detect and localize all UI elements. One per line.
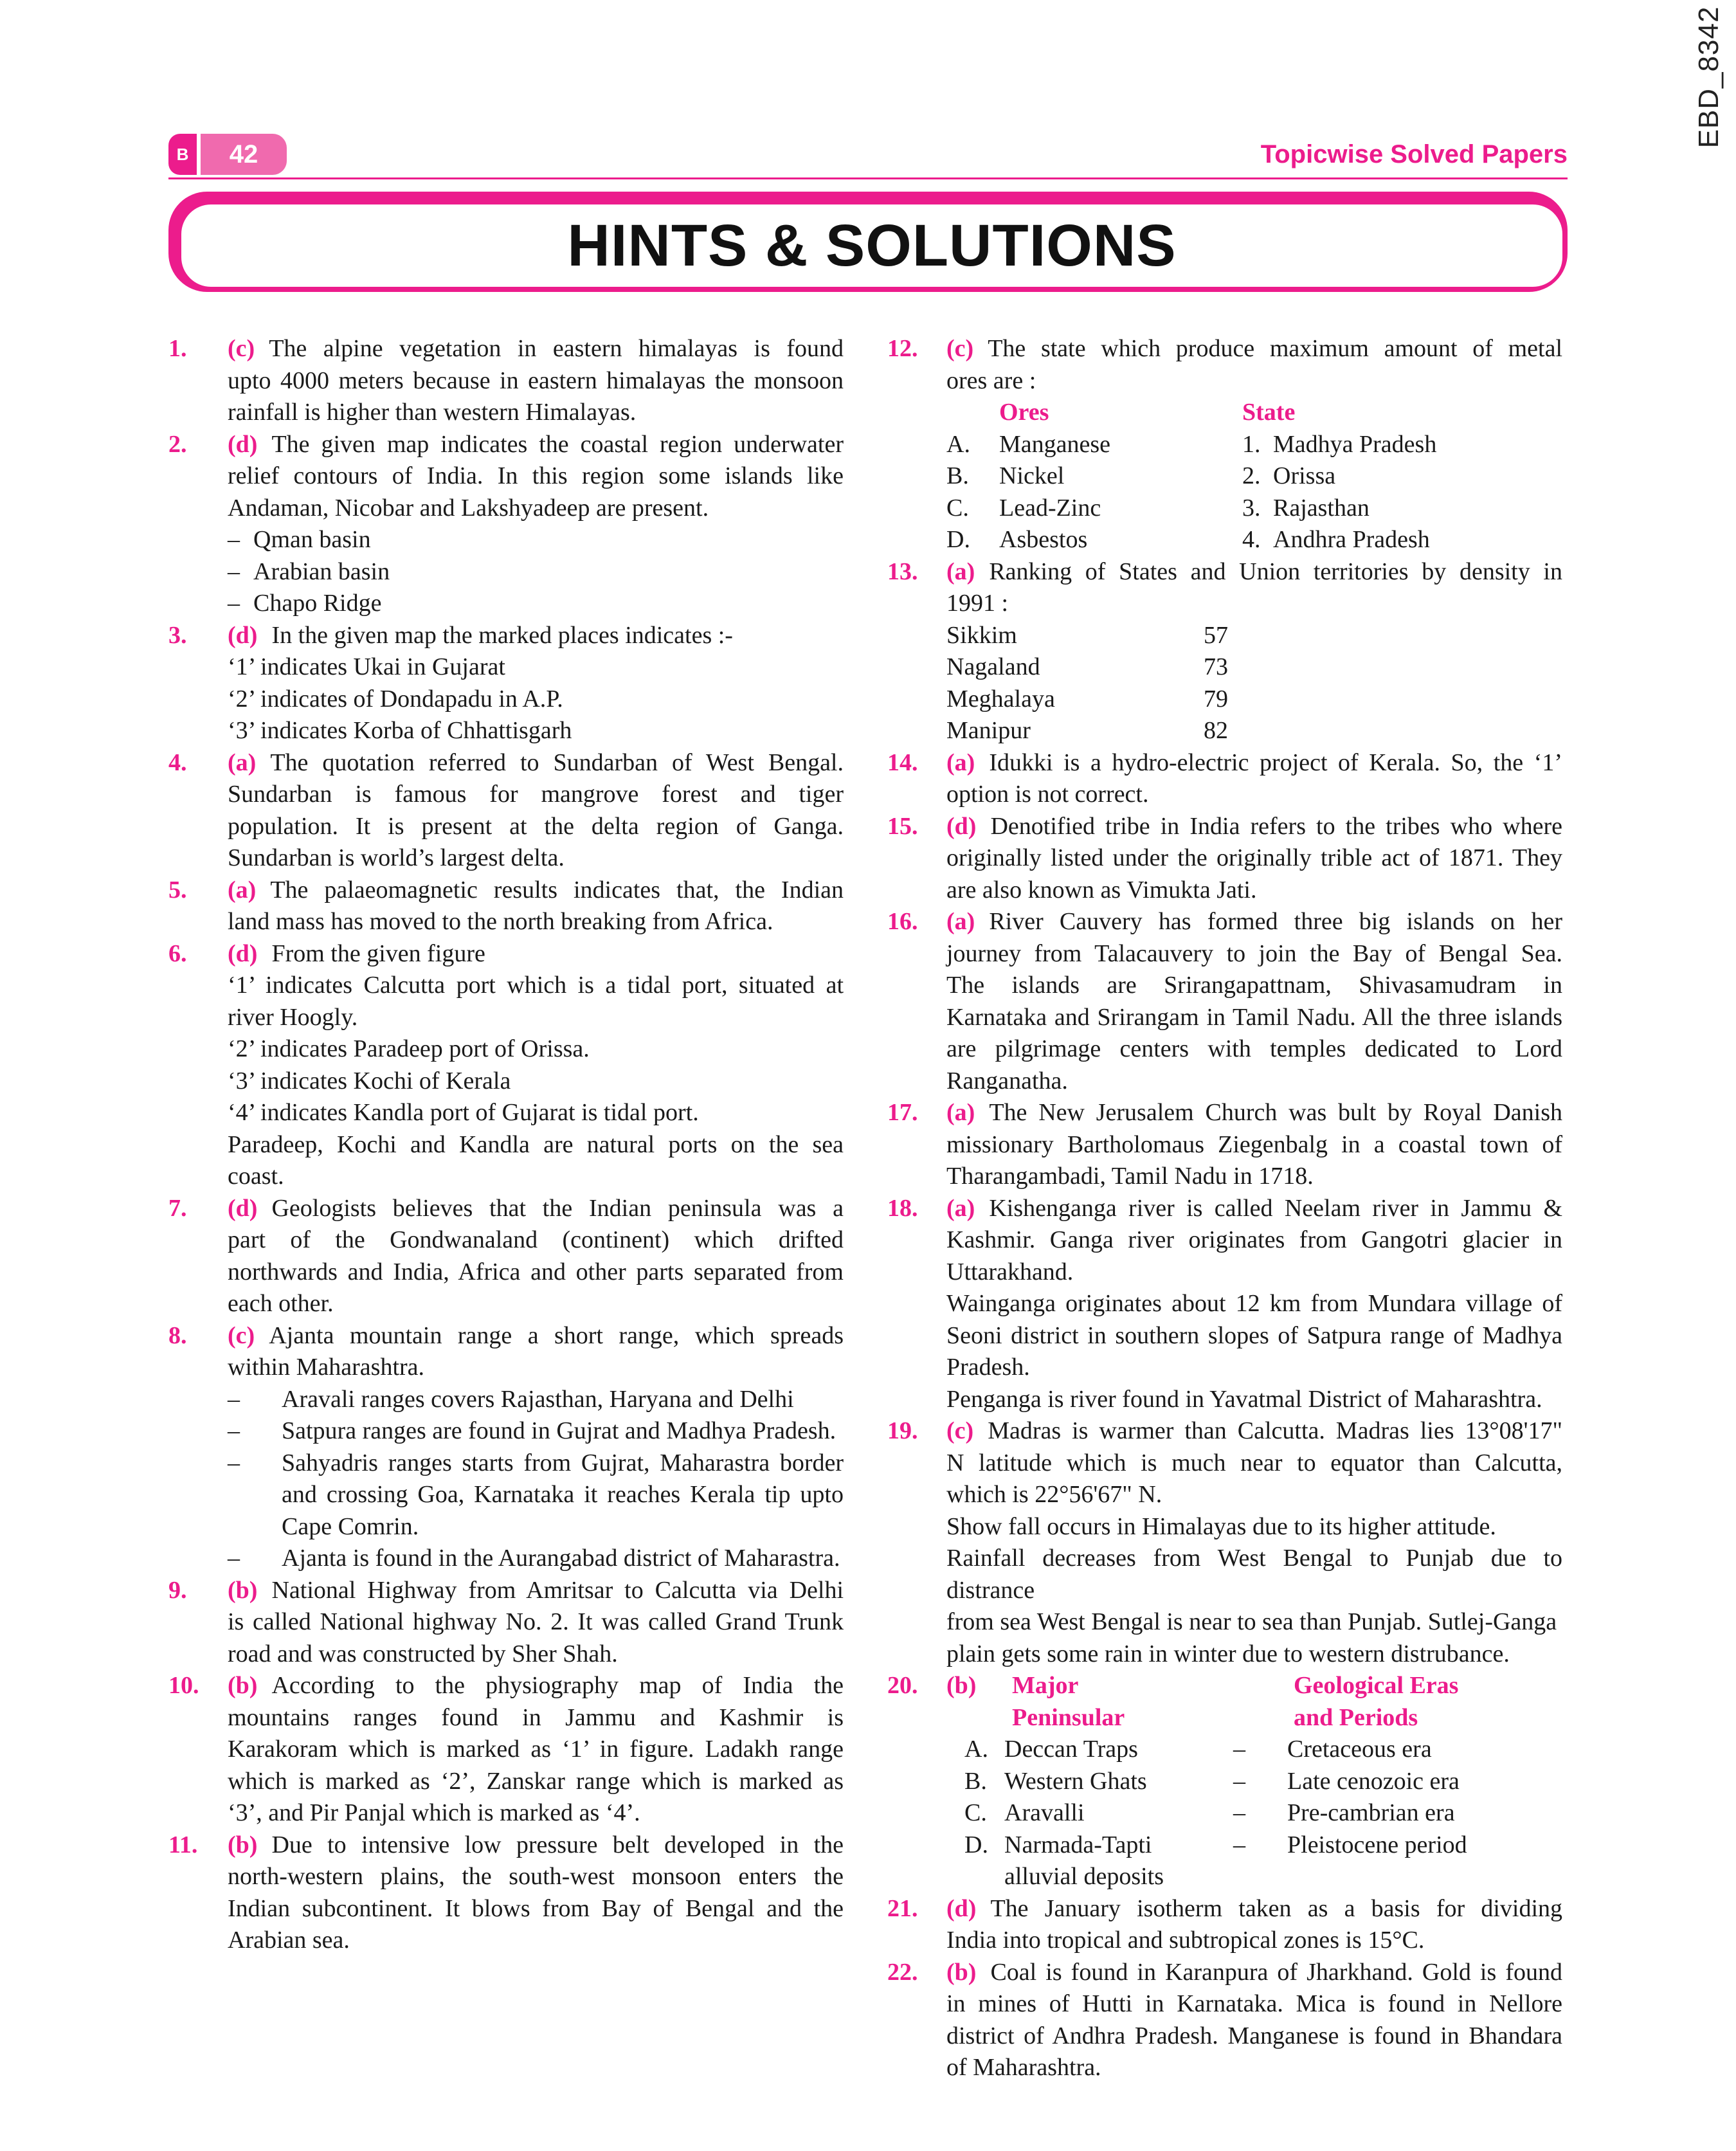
answer-17: 17. (a) The New Jerusalem Church was bult by Royal Danish missionary Bartholomaus Ziegenbalg in a coastal town of Tharangambadi, Tamil Nadu in 1718.	[887, 1099, 1562, 1190]
section-title: HINTS & SOLUTIONS	[567, 212, 1177, 278]
table-row: C. Aravalli – Pre-cambrian era	[964, 1799, 1455, 1826]
right-column	[887, 333, 1562, 2084]
section-banner	[168, 192, 1568, 292]
table-row: B. Nickel 2. Orissa	[946, 462, 1336, 489]
table-row: D. Narmada-Tapti – Pleistocene period	[964, 1831, 1467, 1858]
answer-22: 22. (b) Coal is found in Karanpura of Jharkhand. Gold is found in mines of Hutti in Karnataka. Mica is found in Nellore district of Andhra Pradesh. Manganese is found in Bhandara of Maharashtra.	[887, 1958, 1562, 2081]
page-badge	[168, 134, 287, 175]
answer-3: 3. (d) In the given map the marked places indicates :- ‘1’ indicates Ukai in Gujarat ‘2’ indicates of Dondapadu in A.P. ‘3’ indicates Korba of Chhattisgarh	[168, 621, 733, 744]
header-rule	[168, 177, 1568, 179]
list-item: – Aravali ranges covers Rajasthan, Haryana and Delhi	[228, 1385, 794, 1413]
answer-11: 11. (b) Due to intensive low pressure belt developed in the north-western plains, the south-west monsoon enters the Indian subcontinent. It blows from Bay of Bengal and the Arabian sea.	[168, 1831, 844, 1954]
list-item: – Arabian basin	[228, 558, 390, 585]
table-row: Meghalaya 79	[946, 685, 1228, 712]
answer-2: 2. (d) The given map indicates the coastal region underwater relief contours of India. In this region some islands like Andaman, Nicobar and Lakshyadeep are present.	[168, 430, 844, 522]
list-item: – Qman basin	[228, 526, 371, 553]
answer-13: 13. (a) Ranking of States and Union territories by density in 1991 :	[887, 558, 1562, 617]
answer-7: 7. (d) Geologists believes that the Indian peninsula was a part of the Gondwanaland (continent) which drifted northwards and India, Africa and other parts separated from each other.	[168, 1194, 844, 1317]
left-column	[168, 333, 844, 1957]
table-row: Manipur 82	[946, 717, 1228, 744]
document-code: EBD_8342	[1693, 6, 1724, 149]
answer-6: 6. (d) From the given figure ‘1’ indicates Calcutta port which is a tidal port, situated at river Hoogly. ‘2’ indicates Paradeep port of Orissa. ‘3’ indicates Kochi of Kerala ‘4’ indicates Kandla port of Gujarat is tidal port. Paradeep, Kochi and Kandla are natural ports on the sea coast.	[168, 939, 844, 1190]
answer-9: 9. (b) National Highway from Amritsar to Calcutta via Delhi is called National highway No. 2. It was called Grand Trunk road and was constructed by Sher Shah.	[168, 1576, 844, 1667]
answer-5: 5. (a) The palaeomagnetic results indicates that, the Indian land mass has moved to the north breaking from Africa.	[168, 876, 844, 935]
answer-10: 10. (b) According to the physiography map of India the mountains ranges found in Jammu and Kashmir is Karakoram which is marked as ‘1’ in figure. Ladakh range which is marked as ‘2’, Zanskar range which is marked as ‘3’, and Pir Panjal which is marked as ‘4’.	[168, 1672, 844, 1826]
ores-table-header: Ores State	[999, 399, 1296, 426]
book-title: Topicwise Solved Papers	[1260, 140, 1568, 168]
answer-4: 4. (a) The quotation referred to Sundarban of West Bengal. Sundarban is famous for mangrove forest and tiger population. It is present at the delta region of Ganga. Sundarban is world’s largest delta.	[168, 749, 844, 871]
table-row: A. Manganese 1. Madhya Pradesh	[946, 430, 1437, 458]
table-row: C. Lead-Zinc 3. Rajasthan	[946, 494, 1370, 522]
answer-15: 15. (d) Denotified tribe in India refers to the tribes who where originally listed under the originally trible act of 1871. They are also known as Vimukta Jati.	[887, 812, 1562, 903]
table-row: A. Deccan Traps – Cretaceous era	[964, 1736, 1432, 1763]
list-item: – Sahyadris ranges starts from Gujrat, Maharastra border and crossing Goa, Karnataka it reaches Kerala tip upto Cape Comrin.	[228, 1449, 844, 1540]
table-row: B. Western Ghats – Late cenozoic era	[964, 1767, 1460, 1795]
answer-8: 8. (c) Ajanta mountain range a short range, which spreads within Maharashtra.	[168, 1321, 844, 1381]
answer-12: 12. (c) The state which produce maximum amount of metal ores are :	[887, 335, 1562, 394]
table-row: alluvial deposits	[1004, 1863, 1164, 1890]
answer-21: 21. (d) The January isotherm taken as a basis for dividing India into tropical and subtropical zones is 15°C.	[887, 1894, 1562, 1954]
answer-20: 20. (b) Major Peninsular Geological Eras and Periods	[887, 1672, 1459, 1731]
list-item: – Chapo Ridge	[228, 590, 382, 617]
badge-letter: B	[168, 134, 197, 175]
answer-19: 19. (c) Madras is warmer than Calcutta. Madras lies 13°08'17" N latitude which is much near to equator than Calcutta, which is 22°56'67" N. Show fall occurs in Himalayas due to its higher attitude. Rainfall decreases from West Bengal to Punjab due to distrance from sea West Bengal is near to sea than Punjab. Sutlej-Ganga plain gets some rain in winter due to western distrubance.	[887, 1417, 1562, 1667]
list-item: – Ajanta is found in the Aurangabad district of Maharastra.	[228, 1545, 840, 1572]
table-row: Nagaland 73	[946, 653, 1228, 680]
list-item: – Satpura ranges are found in Gujrat and Madhya Pradesh.	[228, 1417, 836, 1444]
answer-14: 14. (a) Idukki is a hydro-electric project of Kerala. So, the ‘1’ option is not correct.	[887, 749, 1562, 808]
table-row: D. Asbestos 4. Andhra Pradesh	[946, 526, 1430, 553]
answer-1: 1. (c) The alpine vegetation in eastern himalayas is found upto 4000 meters because in eastern himalayas the monsoon rainfall is higher than western Himalayas.	[168, 335, 844, 426]
answer-16: 16. (a) River Cauvery has formed three big islands on her journey from Talacauvery to join the Bay of Bengal Sea. The islands are Srirangapattnam, Shivasamudram in Karnataka and Srirangam in Tamil Nadu. All the three islands are pilgrimage centers with temples dedicated to Lord Ranganatha.	[887, 908, 1562, 1094]
table-row: Sikkim 57	[946, 621, 1228, 649]
page-number: 42	[201, 134, 287, 175]
answer-18: 18. (a) Kishenganga river is called Neelam river in Jammu & Kashmir. Ganga river originates from Gangotri glacier in Uttarakhand. Wainganga originates about 12 km from Mundara village of Seoni district in southern slopes of Satpura range of Madhya Pradesh. Penganga is river found in Yavatmal District of Maharashtra.	[887, 1194, 1562, 1413]
